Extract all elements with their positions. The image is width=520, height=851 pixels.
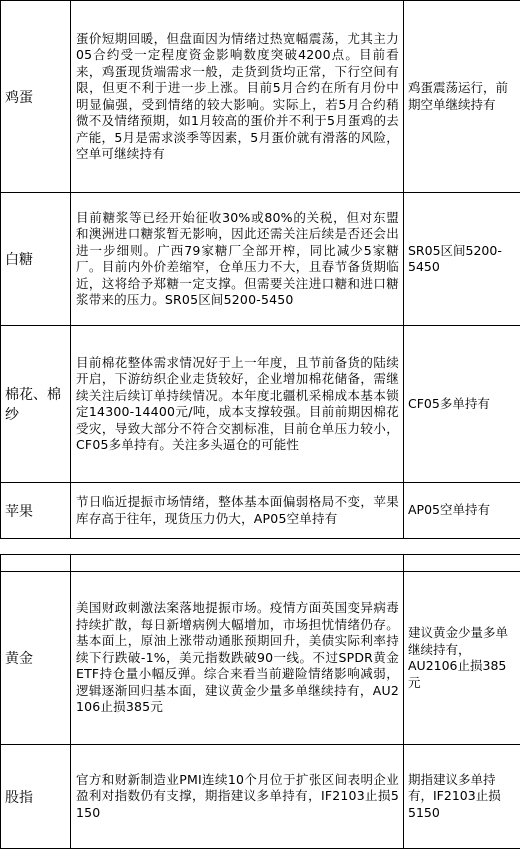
analysis-text: 美国财政刺激法案落地提振市场。疫情方面英国变异病毒持续扩散，每日新增病例大幅增加，市场担忧情绪仍存。基本面上，原油上涨带动通胀预期回升，美债实际利率持续下行跌破-1%，美元指数跌破90一线。不过SPDR黄金ETF持仓量小幅反弹。综合来看当前避险情绪影响减弱，逻辑逐渐回归基本面，建议黄金少量多单继续持有，AU2106止损385元 [71, 572, 404, 745]
table-row [1, 1, 520, 193]
analysis-text: 节日临近提振市场情绪，整体基本面偏弱格局不变，苹果库存高于往年，现货压力仍大，AP05空单持有 [71, 483, 404, 539]
strategy-view: AP05空单持有 [404, 483, 520, 539]
strategy-view: CF05多单持有 [404, 326, 520, 483]
analysis-text: 官方和财新制造业PMI连续10个月位于扩张区间表明企业盈利对指数仍有支撑，期指建议多单持有，IF2103止损5150 [71, 745, 404, 849]
table-row [1, 326, 520, 483]
commodity-name: 白糖 [1, 193, 71, 326]
commodity-name: 股指 [1, 745, 71, 849]
commodity-name: 苹果 [1, 483, 71, 539]
strategy-view: 鸡蛋震荡运行，前期空单继续持有 [404, 1, 520, 193]
strategy-view: 期指建议多单持有，IF2103止损5150 [404, 745, 520, 849]
commodity-name: 黄金 [1, 572, 71, 745]
strategy-view: SR05区间5200-5450 [404, 193, 520, 326]
commodity-table-2 [0, 554, 520, 849]
commodity-name: 鸡蛋 [1, 1, 71, 193]
commodity-name: 棉花、棉纱 [1, 326, 71, 483]
table-row [1, 483, 520, 539]
table-row [1, 572, 520, 745]
analysis-text: 目前糖浆等已经开始征收30%或80%的关税，但对东盟和澳洲进口糖浆暂无影响，因此还需关注后续是否还会出进一步细则。广西79家糖厂全部开榨，同比减少5家糖厂。目前内外价差缩窄，仓单压力不大，且春节备货期临近，这将给予郑糖一定支撑。但需要关注进口糖和进口糖浆带来的压力。SR05区间5200-5450 [71, 193, 404, 326]
table-row [1, 193, 520, 326]
analysis-text: 目前棉花整体需求情况好于上一年度，且节前备货的陆续开启，下游纺织企业走货较好，企业增加棉花储备，需继续关注后续订单持续情况。本年度北疆机采棉成本基本锁定14300-14400元/吨，成本支撑较强。目前前期因棉花受灾，导致大部分不符合交割标准，目前仓单压力较小，CF05多单持有。关注多头逼仓的可能性 [71, 326, 404, 483]
strategy-view: 建议黄金少量多单继续持有，AU2106止损385元 [404, 572, 520, 745]
table-divider [0, 546, 520, 554]
analysis-text: 蛋价短期回暖，但盘面因为情绪过热宽幅震荡，尤其主力05合约受一定程度资金影响数度突破4200点。目前看来，鸡蛋现货端需求一般，走货到货均正常，下行空间有限，但更不利于进一步上涨。目前5月合约在所有月份中明显偏强，受到情绪的较大影响。实际上，若5月合约稍微不及情绪预期，如1月较高的蛋价并不利于5月蛋鸡的去产能，5月是需求淡季等因素，5月蛋价就有滑落的风险，空单可继续持有 [71, 1, 404, 193]
table-header-row [1, 555, 520, 572]
table-row [1, 745, 520, 849]
